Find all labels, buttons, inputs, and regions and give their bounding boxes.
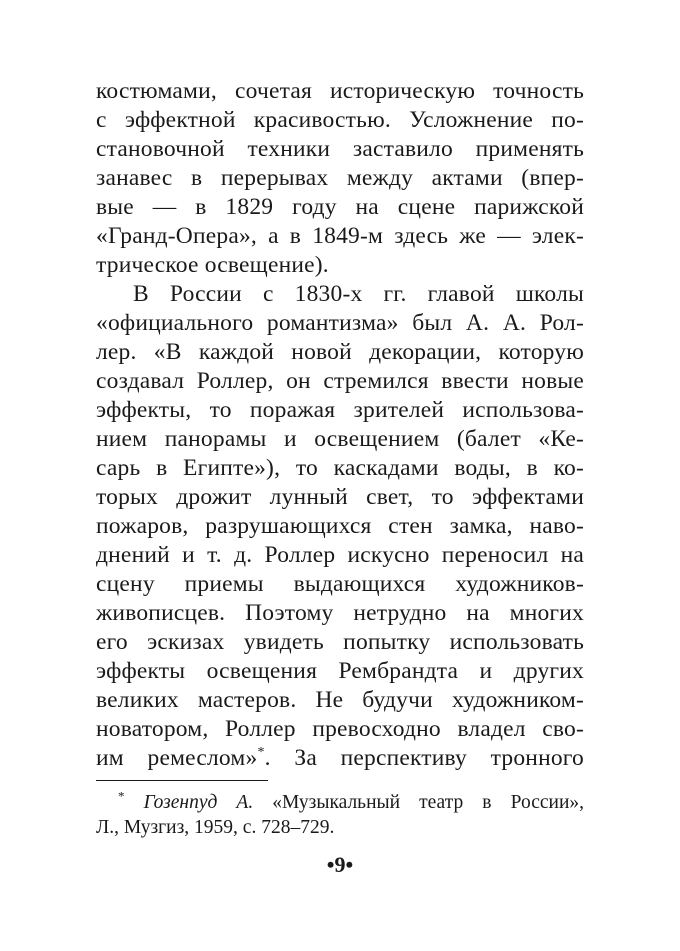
footnote-title: «Музыкальный театр в России», xyxy=(253,792,584,813)
footnote-author: Гозенпуд А. xyxy=(143,792,254,813)
text-line-19: живописцев. Поэтому нетрудно на многих xyxy=(96,600,584,626)
text-line-9: «официального романтизма» был А. А. Рол- xyxy=(96,310,584,336)
text-line-16: пожаров, разрушающихся стен замка, наво- xyxy=(96,513,584,539)
text-line-15: торых дрожит лунный свет, то эффектами xyxy=(96,484,584,510)
text-line-10: лер. «В каждой новой декорации, которую xyxy=(96,339,584,365)
text-line-6: «Гранд-Опера», а в 1849-м здесь же — элек- xyxy=(96,223,584,249)
footnote-line-1 xyxy=(118,790,584,816)
text-line-24-start: им ремеслом» xyxy=(96,745,258,771)
text-line-18: сцену приемы выдающихся художников- xyxy=(96,571,584,597)
text-line-21: эффекты освещения Рембрандта и других xyxy=(96,658,584,684)
text-line-22: великих мастеров. Не будучи художником- xyxy=(96,687,584,713)
footnote-reference[interactable]: * xyxy=(257,745,265,761)
text-line-7: трическое освещение). xyxy=(96,252,329,278)
text-line-24-end: . За перспективу тронного xyxy=(264,745,584,771)
text-line-17: днений и т. д. Роллер искусно переносил на xyxy=(96,542,584,568)
text-line-12: эффекты, то поражая зрителей использова- xyxy=(96,397,584,423)
text-line-2: с эффектной красивостью. Усложнение по- xyxy=(96,107,584,133)
text-line-13: нием панорамы и освещением (балет «Ке- xyxy=(96,426,584,452)
footnote-marker: * xyxy=(118,788,125,804)
text-line-14: сарь в Египте»), то каскадами воды, в ко- xyxy=(96,455,584,481)
page-number: •9• xyxy=(326,852,354,877)
text-line-5: вые — в 1829 году на сцене парижской xyxy=(96,194,584,220)
footnote-separator xyxy=(96,780,268,781)
text-line-1: костюмами, сочетая историческую точность xyxy=(96,78,584,104)
footnote-line-2: Л., Музгиз, 1959, с. 728–729. xyxy=(96,817,335,838)
text-line-11: создавал Роллер, он стремился ввести новые xyxy=(96,368,584,394)
text-line-3: становочной техники заставило применять xyxy=(96,136,584,162)
text-line-24 xyxy=(96,743,584,773)
text-line-4: занавес в перерывах между актами (впер- xyxy=(96,165,584,191)
text-line-23: новатором, Роллер превосходно владел сво- xyxy=(96,716,584,742)
text-line-20: его эскизах увидеть попытку использовать xyxy=(96,629,584,655)
text-line-8: В России с 1830-х гг. главой школы xyxy=(133,281,584,307)
